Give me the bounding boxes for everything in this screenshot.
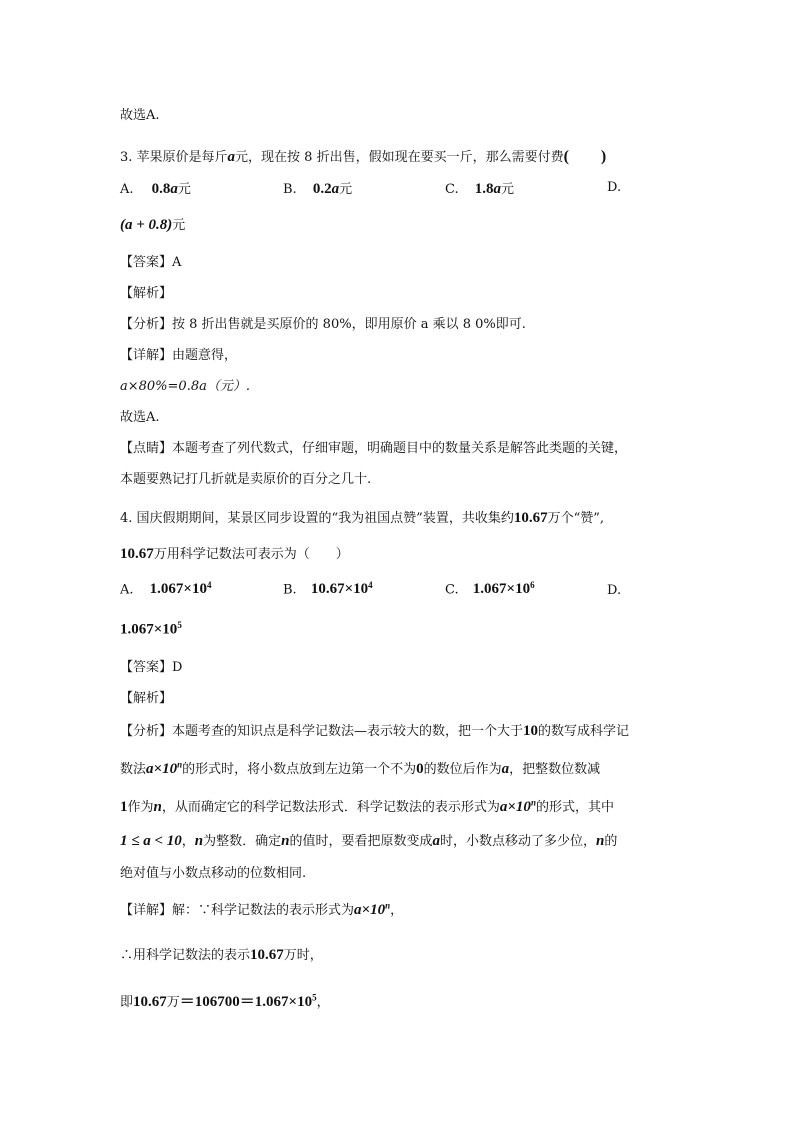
q3-dianjing-line2: 本题要熟记打几折就是卖原价的百分之几十. (120, 472, 372, 487)
q4-fenxi-line5: 绝对值与小数点移动的位数相同. (120, 866, 307, 881)
q3-answer: 【答案】A (120, 255, 182, 270)
q3-option-c: C. 1.8a元 (445, 181, 515, 197)
q4-fenxi-line4: 1 ≤ a < 10，n为整数．确定n的值时，要看把原数变成a时，小数点移动了多少位，n的 (120, 833, 618, 849)
q3-option-d: D. (607, 180, 622, 195)
q4-xiangjie: 【详解】解：∵科学记数法的表示形式为$a\times 10^n$， (120, 900, 404, 918)
q4-option-c: C. $1.067\times 10^6$ (445, 580, 535, 598)
q4-step3: 即10.67万$=106700=1.067\times 10^5$， (120, 992, 330, 1010)
q4-answer: 【答案】D (120, 660, 183, 675)
q4-step2: ∴用科学记数法的表示10.67万时， (120, 947, 323, 963)
q3-stem-pre: 3. 苹果原价是每斤 (120, 150, 228, 165)
q3-option-a: A. 0.8a元 (120, 181, 191, 197)
prev-conclusion: 故选A. (120, 108, 160, 123)
q4-option-d: D. (607, 583, 622, 598)
q4-option-a: A. $1.067\times 10^4$ (120, 580, 212, 598)
q3-conclusion: 故选A. (120, 410, 160, 425)
q4-fenxi-line1: 【分析】本题考查的知识点是科学记数法—表示较大的数，把一个大于10的数写成科学记 (120, 723, 630, 739)
q3-stem (120, 143, 606, 166)
q3-option-b: B. 0.2a元 (283, 181, 353, 197)
q3-fenxi: 【分析】按 8 折出售就是买原价的 80%，即用原价 a 乘以 8 0%即可. (120, 317, 526, 332)
q3-stem-mid: 元，现在按 8 折出售，假如现在要买一斤，那么需要付费 (235, 150, 564, 165)
q3-option-d-expr: (a + 0.8)元 (120, 217, 186, 233)
q4-option-d-expr: $1.067\times 10^5$ (120, 620, 182, 638)
q4-fenxi-line2: 数法$a\times 10^n$的形式时，将小数点放到左边第一个不为0的数位后作为a，把整数位数减 (120, 759, 601, 777)
q4-option-b: B. $10.67\times 10^4$ (283, 580, 373, 598)
q3-dianjing-line1: 【点睛】本题考查了列代数式，仔细审题，明确题目中的数量关系是解答此类题的关键， (120, 441, 628, 456)
q3-analysis-head: 【解析】 (120, 286, 173, 301)
q3-var-a: a (227, 149, 236, 165)
q4-stem: 4. 国庆假期期间，某景区同步设置的“我为祖国点赞”装置，共收集约10.67万个“赞”, (120, 510, 605, 526)
q4-fenxi-line3: 1作为n，从而确定它的科学记数法形式．科学记数法的表示形式为$a\times 10^n$的形式，其中 (120, 797, 614, 815)
q4-stem-line2: 10.67万用科学记数法可表示为（ ） (120, 546, 349, 562)
q4-analysis-head: 【解析】 (120, 691, 173, 706)
q3-xiangjie: 【详解】由题意得， (120, 348, 238, 363)
q3-paren: ( ) (563, 148, 607, 165)
q3-calc: a×80%=0.8a（元）. (120, 379, 250, 394)
